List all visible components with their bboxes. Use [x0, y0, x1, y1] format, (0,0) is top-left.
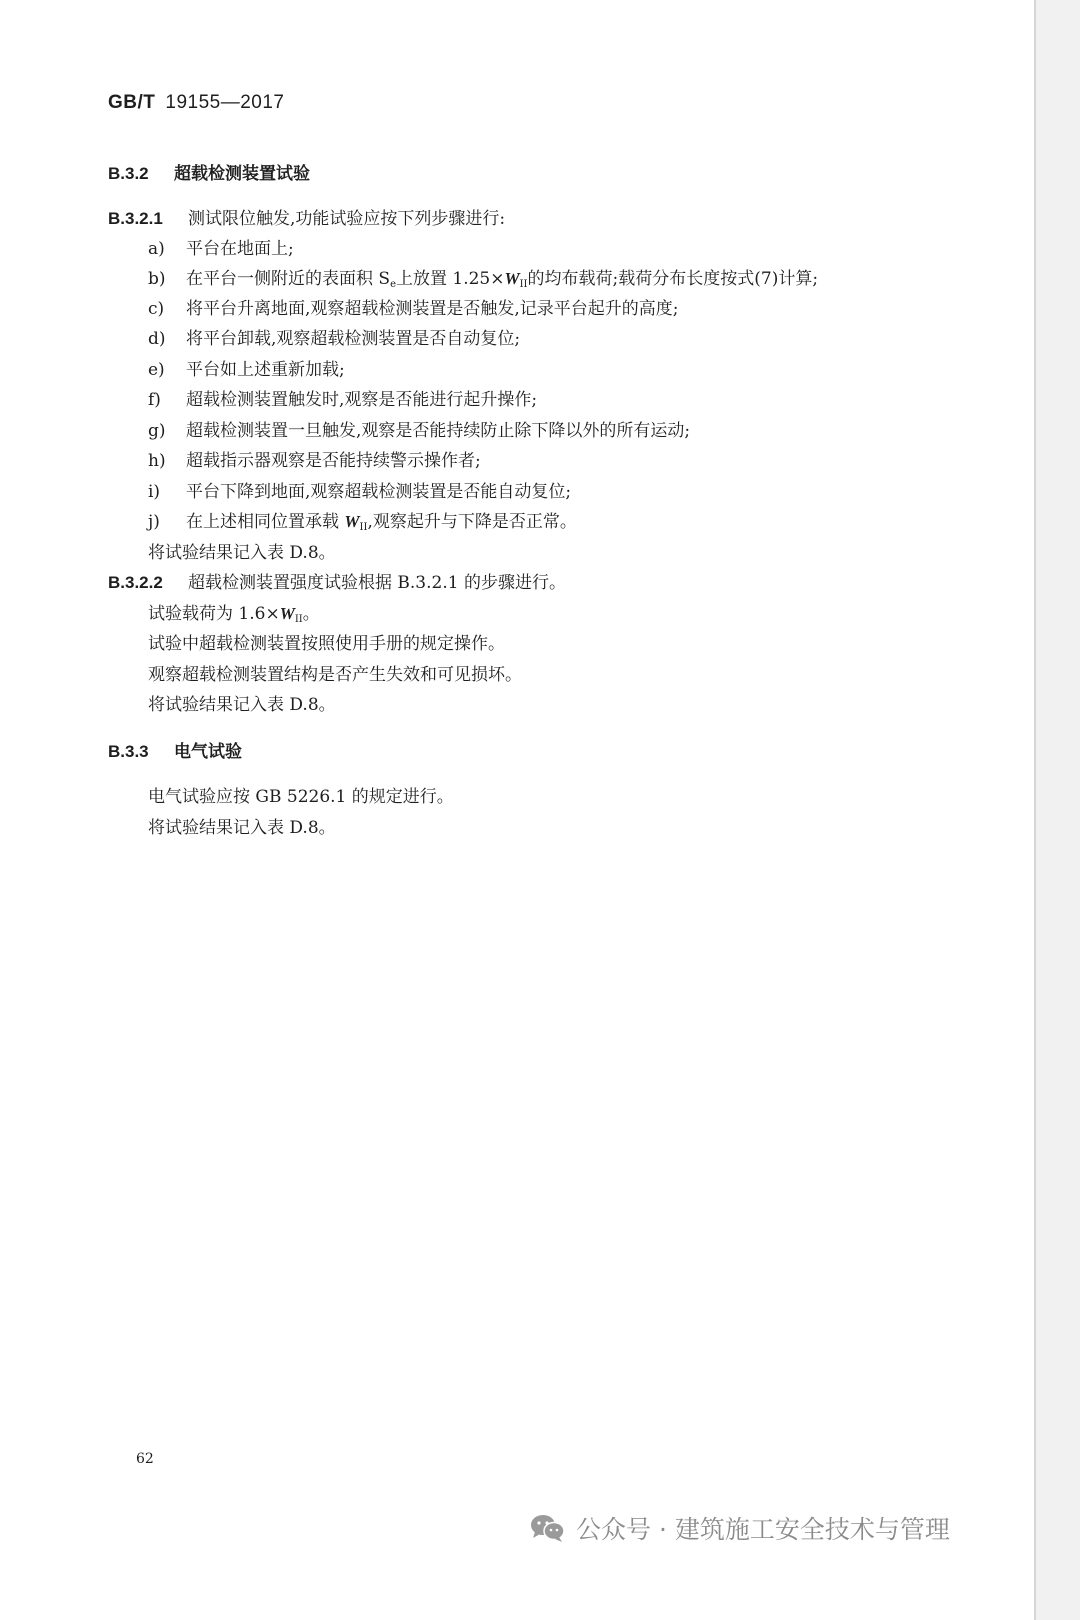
clause-b3321: B.3.2.1 测试限位触发,功能试验应按下列步骤进行:: [108, 209, 506, 229]
list-item: e) 平台如上述重新加载;: [148, 360, 345, 380]
list-item: j) 在上述相同位置承载 $W_{II}$,观察起升与下降是否正常。: [148, 512, 577, 533]
page-edge: [1034, 0, 1036, 1620]
wechat-icon: [530, 1513, 566, 1543]
paragraph-line: 将试验结果记入表 D.8。: [148, 695, 336, 715]
list-item: c) 将平台升离地面,观察超载检测装置是否触发,记录平台起升的高度;: [148, 299, 679, 319]
paragraph-line: 将试验结果记入表 D.8。: [148, 818, 336, 838]
paragraph-line: 观察超载检测装置结构是否产生失效和可见损坏。: [148, 665, 522, 685]
list-item: i) 平台下降到地面,观察超载检测装置是否能自动复位;: [148, 482, 572, 502]
watermark: 公众号 · 建筑施工安全技术与管理: [530, 1508, 950, 1548]
paragraph-line: 试验中超载检测装置按照使用手册的规定操作。: [148, 634, 505, 654]
standard-number: GB/T 19155—2017: [108, 92, 285, 113]
list-item: g) 超载检测装置一旦触发,观察是否能持续防止除下降以外的所有运动;: [148, 421, 691, 441]
paragraph-line: 电气试验应按 GB 5226.1 的规定进行。: [148, 787, 454, 807]
section-heading-b333: B.3.3 电气试验: [108, 742, 242, 762]
result-note: 将试验结果记入表 D.8。: [148, 543, 336, 563]
list-item: f) 超载检测装置触发时,观察是否能进行起升操作;: [148, 390, 538, 410]
list-item: h) 超载指示器观察是否能持续警示操作者;: [148, 451, 481, 471]
list-item: a) 平台在地面上;: [148, 239, 294, 259]
section-heading-b332: B.3.2 超载检测装置试验: [108, 164, 310, 184]
clause-b3322: B.3.2.2 超载检测装置强度试验根据 B.3.2.1 的步骤进行。: [108, 573, 566, 593]
page-number: 62: [136, 1451, 154, 1467]
list-item: d) 将平台卸载,观察超载检测装置是否自动复位;: [148, 329, 521, 349]
test-load-line: 试验载荷为 $1.6\times W_{II}$。: [148, 604, 320, 625]
list-item: b) 在平台一侧附近的表面积 $S_e$上放置 $1.25\times W_{II}$的均布载荷;载荷分布长度按式(7)计算;: [148, 269, 819, 290]
